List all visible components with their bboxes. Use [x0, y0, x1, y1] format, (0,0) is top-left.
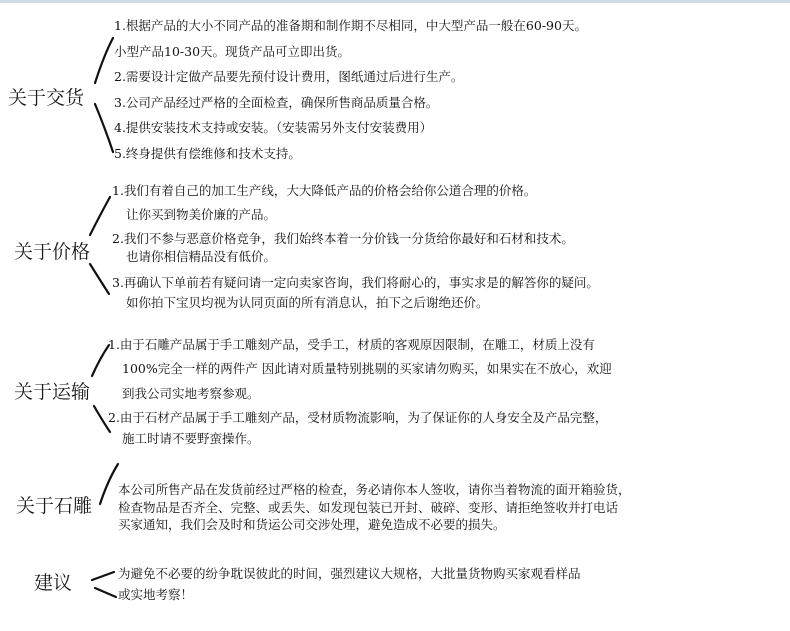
price-line-4: 也请你相信精品没有低价。	[126, 249, 277, 264]
heading-stone-carving: 关于石雕	[16, 495, 93, 517]
stone-line-2: 检查物品是否齐全、完整、或丢失、如发现包装已开封、破碎、变形、请拒绝签收并打电话	[118, 500, 619, 515]
heading-advice: 建议	[34, 572, 73, 594]
heading-shipping: 关于运输	[14, 381, 91, 403]
shipping-line-3: 到我公司实地考察参观。	[122, 386, 260, 401]
bracket-shipping-upper	[92, 345, 109, 376]
price-line-1: 1.我们有着自己的加工生产线，大大降低产品的价格会给你公道合理的价格。	[112, 183, 537, 198]
advice-line-1: 为避免不必要的纷争耽误彼此的时间，强烈建议大规格，大批量货物购买家观看样品	[118, 566, 581, 581]
heading-price: 关于价格	[14, 241, 91, 263]
bracket-advice-upper	[92, 572, 114, 580]
bracket-price-upper	[90, 197, 110, 235]
delivery-line-5: 4.提供安装技术支持或安装。（安装需另外支付安装费用）	[114, 120, 433, 135]
bracket-price-lower	[90, 264, 109, 294]
bracket-delivery-upper	[95, 38, 113, 83]
bracket-stone	[100, 464, 118, 504]
delivery-line-4: 3.公司产品经过严格的全面检查，确保所售商品质量合格。	[114, 95, 439, 110]
delivery-line-2: 小型产品10-30天。现货产品可立即出货。	[114, 44, 351, 59]
price-line-5: 3.再确认下单前若有疑问请一定向卖家咨询，我们将耐心的，事实求是的解答你的疑问。	[112, 275, 599, 290]
bracket-delivery-lower	[95, 104, 113, 152]
price-line-2: 让你买到物美价廉的产品。	[126, 207, 277, 222]
bracket-advice-lower	[95, 588, 116, 597]
price-line-3: 2.我们不参与恶意价格竞争，我们始终本着一分价钱一分货给你最好和石材和技术。	[112, 231, 574, 246]
shipping-line-4: 2.由于石材产品属于手工雕刻产品，受材质物流影响，为了保证你的人身安全及产品完整，	[108, 410, 608, 425]
delivery-line-1: 1.根据产品的大小不同产品的准备期和制作期不尽相同，中大型产品一般在60-90天。	[114, 18, 587, 33]
shipping-line-1: 1.由于石雕产品属于手工雕刻产品，受手工，材质的客观原因限制，在雕工，材质上没有	[108, 337, 595, 352]
shipping-line-5: 施工时请不要野蛮操作。	[122, 431, 260, 446]
stone-line-1: 本公司所售产品在发货前经过严格的检查，务必请你本人签收，请你当着物流的面开箱验货，	[118, 482, 631, 497]
heading-delivery: 关于交货	[8, 87, 85, 109]
shipping-line-2: 100%完全一样的两件产 因此请对质量特别挑剔的买家请勿购买，如果实在不放心，欢迎	[122, 361, 612, 376]
delivery-line-6: 5.终身提供有偿维修和技术支持。	[114, 146, 301, 161]
advice-line-2: 或实地考察！	[118, 587, 194, 602]
stone-line-3: 买家通知，我们会及时和货运公司交涉处理，避免造成不必要的损失。	[118, 517, 506, 532]
delivery-line-3: 2.需要设计定做产品要先预付设计费用，图纸通过后进行生产。	[114, 69, 464, 84]
price-line-6: 如你拍下宝贝均视为认同页面的所有消息认，拍下之后谢绝还价。	[126, 295, 489, 310]
